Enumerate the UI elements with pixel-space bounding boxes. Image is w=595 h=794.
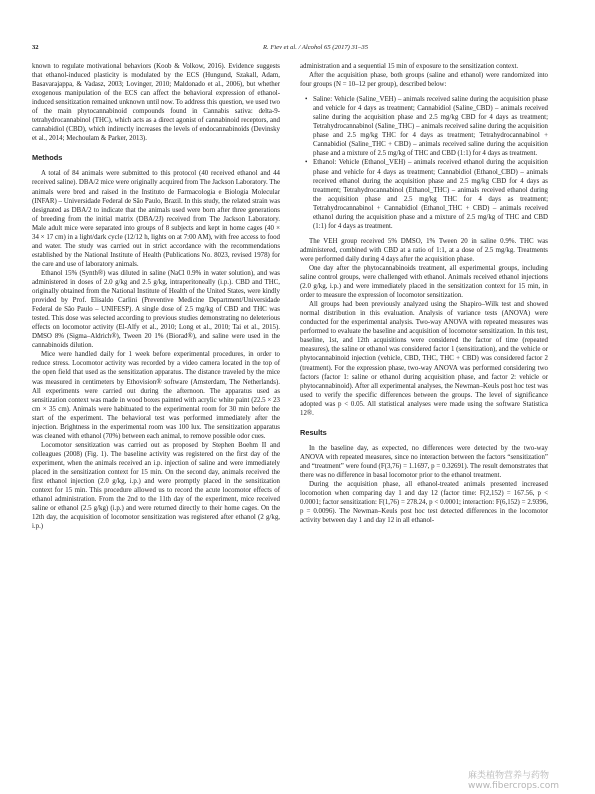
- continued-paragraph: administration and a sequential 15 min of exposure to the sensitization context.: [300, 63, 519, 70]
- results-heading: Results: [300, 427, 327, 437]
- methods-heading: Methods: [32, 153, 63, 163]
- site-watermark: [468, 768, 559, 791]
- methods-paragraph-apparatus: Mice were handled daily for 1 week before experimental procedures, in order to reduce stress. Locomotor activity was recorded by a video camera located in the top of the open field that used as the sensitization apparatus. The distance traveled by the mice was measured in centimeters by Ethovision® software (Amsterdam, The Netherlands). All experiments were carried out during the afternoon. The apparatus used as sensitization context was made in wood boxes painted with acrylic white paint (22.5 × 23 cm × 35 cm). Animals were habituated to the experimental room for 30 min before the start of the experiment. The behavioral test was performed immediately after the injection. Brightness in the experimental room was 100 lux. The sensitization apparatus was cleaned with ethanol (70%) between each animal, to remove possible odor cues.: [32, 351, 280, 440]
- group-list: [300, 95, 548, 231]
- page-header: [32, 44, 563, 56]
- watermark-line-1: 麻类植物营养与药物: [468, 771, 550, 781]
- group-item-ethanol: • Ethanol: Vehicle (Ethanol_VEH) – animals received ethanol during the acquisition phase and vehicle for 4 days as treatment; Cannabidiol (Ethanol_CBD) – animals received ethanol during the acquisition phase and 2.5 mg/kg CBD for 4 days as treatment; Tetrahydrocannabinol (Ethanol_THC) – animals received ethanol during the acquisition phase and 2.5 mg/kg THC for 4 days as treatment; Tetrahydrocannabinol + Cannabidiol (Ethanol_THC + CBD) – animals received ethanol during the acquisition phase and a mixture of 2.5 mg/kg of THC and CBD (1:1) for 4 days as treatment.: [308, 158, 548, 230]
- results-paragraph-acquisition: During the acquisition phase, all ethanol-treated animals presented increased locomotion when comparing day 1 and day 12 (factor time: F(2,152) = 167.56, p < 0.0001; factor sensitization: F(1,76) = 278.24, p < 0.0001; interaction: F(6,152) = 2.9396, p = 0.0096). The Newman–Keuls post hoc test detected differences in the locomotor activity between day 1 and day 12 in all ethanol-: [300, 480, 548, 525]
- challenge-paragraph: One day after the phytocannabinoids treatment, all experimental groups, including saline control groups, were challenged with ethanol. Animals received ethanol injections (2.0 g/kg, i.p.) and were immediately placed in the sensitization context for 15 min, in order to measure the expression of locomotor sensitization.: [300, 264, 548, 300]
- methods-paragraph-protocol: Locomotor sensitization was carried out as proposed by Stephen Boehm II and colleagues (2008) (Fig. 1). The baseline activity was registered on the first day of the experiment, when the animals received an i.p. injection of saline and were immediately placed in the sensitization context for 15 min. On the second day, animals received the first ethanol injection (2.0 g/kg, i.p.) and were promptly placed in the sensitization context for 15 min. This procedure allowed us to record the acute locomotor effects of ethanol administration. From the 2nd to the 11th day of the experiment, mice received saline or ethanol (2.5 g/kg) (i.p.) and were returned directly to their home cages. On the 12th day, the acquisition of locomotor sensitization was registered after ethanol (2 g/kg, i.p.): [32, 441, 280, 531]
- methods-paragraph-drugs: Ethanol 15% (Synth®) was diluted in saline (NaCl 0.9% in water solution), and was administered in doses of 2.0 g/kg and 2.5 g/kg, intraperitoneally (i.p.). CBD and THC, originally obtained from the National Institute of Health of the United States, were kindly provided by Prof. Elisaldo Carlini (Preventive Medicine Department/Universidade Federal de São Paulo – UNIFESP). A single dose of 2.5 mg/kg of CBD and THC was tested. This dose was selected according to previous studies demonstrating no deleterious effects on locomotor activity (El-Alfy et al., 2010; Long et al., 2010; Tai et al., 2015). DMSO 8% (Sigma–Aldrich®), Tween 20 1% (Biorad®), and saline were used in the cannabinoids dilution.: [32, 269, 280, 350]
- results-paragraph-baseline: In the baseline day, as expected, no differences were detected by the two-way ANOVA with repeated measures, since no interaction between the factors “sensitization” and “treatment” were found (F(3,76) = 1.1697, p = 0.32691). The result demonstrates that there was no difference in basal locomotor prior to the ethanol treatment.: [300, 444, 548, 479]
- watermark-line-2: www.fibercrops.com: [468, 781, 559, 791]
- groups-intro-paragraph: After the acquisition phase, both groups (saline and ethanol) were randomized into four groups (N = 10–12 per group), described below:: [300, 72, 548, 89]
- page-number: 32: [32, 44, 39, 51]
- intro-paragraph: known to regulate motivational behaviors (Koob & Volkow, 2016). Evidence suggests that ethanol-induced plasticity is modulated by the ECS (Hungund, Szakall, Adam, Basavarajappa, & Vadasz, 2003; Lovinger, 2010; Maldonado et al., 2006), but whether exogenous manipulation of the ECS can affect the behavioral expression of ethanol-induced sensitization remained unknown until now. To address this question, we used two of the main phytocannabinoid compounds found in Cannabis sativa: delta-9-tetrahydrocannabinol (THC), which acts as a direct agonist of cannabinoid receptors, and cannabidiol (CBD), which indirectly increases the levels of endocannabinoids (Devinsky et al., 2014; Mechoulam & Parker, 2013).: [32, 63, 280, 143]
- vehicle-paragraph: The VEH group received 5% DMSO, 1% Tween 20 in saline 0.9%. THC was administered, combined with CBD at a ratio of 1:1, at a dose of 2.5 mg/kg. Treatments were performed daily during 4 days after the acquisition phase.: [300, 237, 548, 263]
- group-item-saline: • Saline: Vehicle (Saline_VEH) – animals received saline during the acquisition phase and vehicle for 4 days as treatment; Cannabidiol (Saline_CBD) – animals received saline during the acquisition phase and 2.5 mg/kg CBD for 4 days as treatment; Tetrahydrocannabinol (Saline_THC) – animals received saline during the acquisition phase and 2.5 mg/kg THC for 4 days as treatment; Tetrahydrocannabinol + Cannabidiol (Saline_THC + CBD) – animals received saline during the acquisition phase and a mixture of 2.5 mg/kg of THC and CBD (1:1) for 4 days as treatment.: [308, 95, 548, 158]
- methods-paragraph-animals: A total of 84 animals were submitted to this protocol (40 received ethanol and 44 received saline). DBA/2 mice were originally acquired from The Jackson Laboratory. The animals were bred and raised in the Instituto de Farmacologia e Biologia Molecular (INFAR) – Universidade Federal de São Paulo, Brazil. In this study, the related strain was designated as DBA/2 to indicate that the animals used were born after three generations of breeding from the initial matrix (DBA/2J) received from The Jackson Laboratory. Male adult mice were separated into groups of 8 subjects and kept in home cages (40 × 34 × 17 cm) in a light/dark cycle (12/12 h, lights on at 7:00 AM), with free access to food and water. The study was carried out in strict accordance with the recommendations established by the National Institute of Health (Publications No. 8023, revised 1978) for the care and use of laboratory animals.: [32, 170, 280, 268]
- left-column: [32, 62, 280, 531]
- statistics-paragraph: All groups had been previously analyzed using the Shapiro–Wilk test and showed normal distribution in this evaluation. Analysis of variance tests (ANOVA) were conducted for the experimental analysis. Two-way ANOVA with repeated measures was performed to evaluate the baseline and acquisition of locomotor sensitization. In this test, baseline, 1st, and 12th acquisitions were considered the factor of time (repeated measures), the saline or ethanol was considered factor 1 (sensitization), and the vehicle or phytocannabinoid injection (vehicle, CBD, THC, THC + CBD) was considered factor 2 (treatment). For the expression phase, two-way ANOVA was performed considering two factors (factor 1: saline or ethanol during acquisition phase, and factor 2: vehicle or phytocannabinoid). After all experimental analyses, the Newman–Keuls post hoc test was used to verify the specific differences between the groups. The level of significance adopted was p < 0.05. All statistical analyses were made using the software Statistica 12®.: [300, 301, 548, 417]
- right-column: [300, 62, 548, 525]
- running-head: R. Fiev et al. / Alcohol 65 (2017) 31–35: [263, 44, 368, 51]
